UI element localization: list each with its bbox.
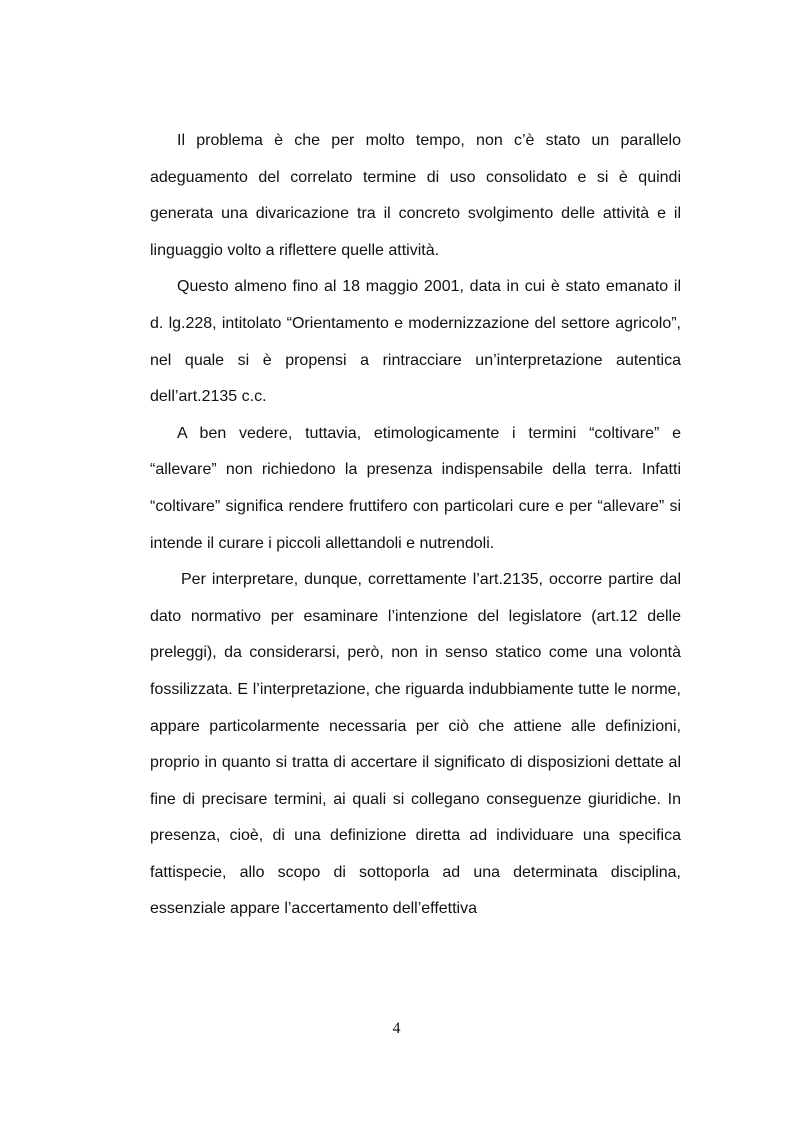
paragraph-2: Questo almeno fino al 18 maggio 2001, data in cui è stato emanato il d. lg.228, intitolato “Orientamento e modernizzazione del settore agricolo”, nel quale si è propensi a rintracciare un’interpretazione autentica dell’art.2135 c.c. — [150, 278, 681, 406]
paragraph-1: Il problema è che per molto tempo, non c’è stato un parallelo adeguamento del correlato termine di uso consolidato e si è quindi generata una divaricazione tra il concreto svolgimento delle attività e il linguaggio volto a riflettere quelle attività. — [150, 132, 681, 259]
paragraph-3: A ben vedere, tuttavia, etimologicamente i termini “coltivare” e “allevare” non richiedono la presenza indispensabile della terra. Infatti “coltivare” significa rendere fruttifero con particolari cure e per “allevare” si intende il curare i piccoli allettandoli e nutrendoli. — [150, 424, 681, 552]
paragraph-4: Per interpretare, dunque, correttamente l’art.2135, occorre partire dal dato normativo per esaminare l’intenzione del legislatore (art.12 delle preleggi), da considerarsi, però, non in senso statico come una volontà fossilizzata. E l’interpretazione, che riguarda indubbiamente tutte le norme, appare particolarmente necessaria per ciò che attiene alle definizioni, proprio in quanto si tratta di accertare il significato di disposizioni dettate al fine di precisare termini, ai quali si collegano conseguenze giuridiche. In presenza, cioè, di una definizione diretta ad individuare una specifica fattispecie, allo scopo di sottoporla ad una determinata disciplina, essenziale appare l’accertamento dell’effettiva — [150, 571, 681, 918]
page-number: 4 — [392, 1020, 401, 1037]
body-text — [150, 123, 681, 928]
